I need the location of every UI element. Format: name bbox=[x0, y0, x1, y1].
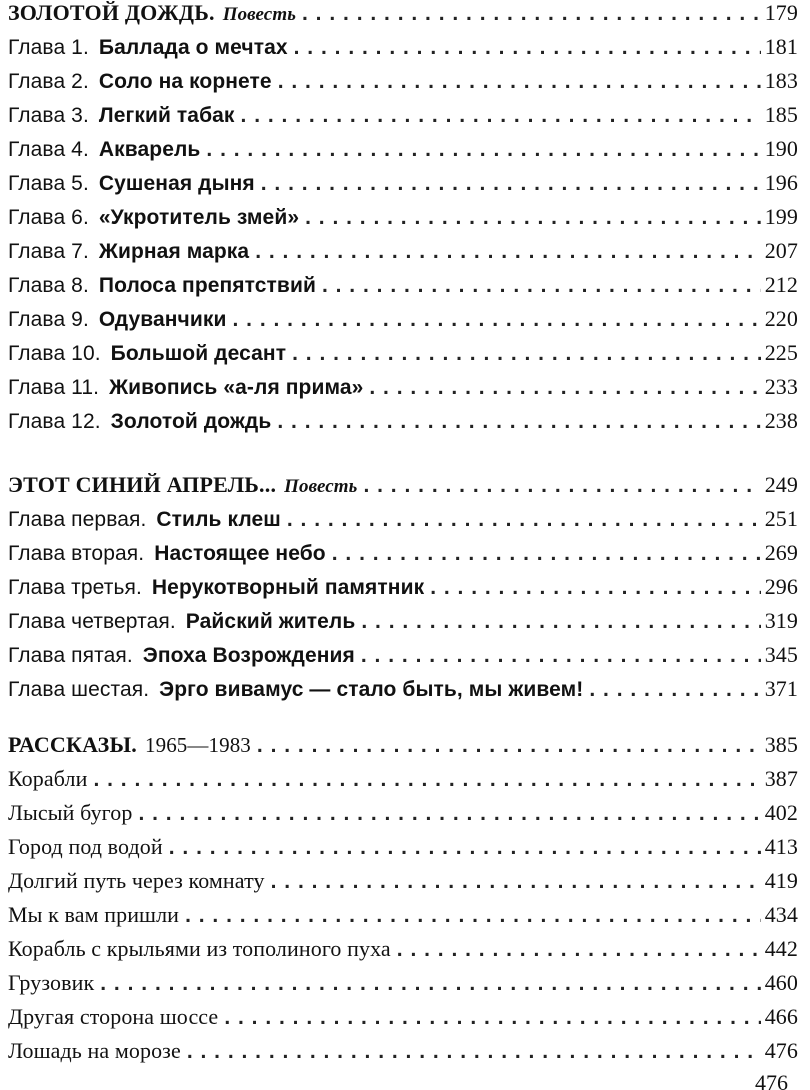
toc-entry[interactable] bbox=[8, 570, 798, 604]
dot-leader bbox=[261, 167, 761, 201]
chapter-number: Глава четвертая. bbox=[8, 610, 176, 633]
page-number: 413 bbox=[764, 834, 798, 859]
page-number: 183 bbox=[764, 68, 798, 93]
section-title: ЗОЛОТОЙ ДОЖДЬ. bbox=[8, 0, 215, 25]
toc-entry[interactable] bbox=[8, 98, 798, 132]
dot-leader bbox=[277, 405, 760, 439]
dot-leader bbox=[322, 269, 761, 303]
toc-entry[interactable] bbox=[8, 672, 798, 706]
toc-entry[interactable] bbox=[8, 830, 798, 864]
chapter-number: Глава 4. bbox=[8, 138, 89, 161]
toc-entry[interactable] bbox=[8, 132, 798, 166]
page-number: 185 bbox=[764, 102, 798, 127]
chapter-title: Эрго вивамус — стало быть, мы живем! bbox=[159, 678, 584, 701]
section-header-rasskazy[interactable] bbox=[8, 728, 798, 762]
toc-entry[interactable] bbox=[8, 404, 798, 438]
story-title: Лысый бугор bbox=[8, 800, 133, 825]
toc-entry[interactable] bbox=[8, 370, 798, 404]
page-number: 371 bbox=[764, 676, 798, 701]
chapter-number: Глава 3. bbox=[8, 104, 89, 127]
dot-leader bbox=[185, 899, 761, 933]
chapter-title: Эпоха Возрождения bbox=[142, 644, 355, 667]
toc-entry[interactable] bbox=[8, 762, 798, 796]
dot-leader bbox=[292, 337, 761, 371]
page-number: 212 bbox=[764, 272, 798, 297]
page-number: 402 bbox=[764, 800, 798, 825]
page-number: 181 bbox=[764, 34, 798, 59]
chapter-title: Одуванчики bbox=[98, 308, 227, 331]
toc-entry[interactable] bbox=[8, 234, 798, 268]
toc-entry[interactable] bbox=[8, 966, 798, 1000]
story-title: Долгий путь через комнату bbox=[8, 868, 265, 893]
dot-leader bbox=[271, 865, 761, 899]
chapter-title: «Укротитель змей» bbox=[98, 206, 300, 229]
page-number: 196 bbox=[764, 170, 798, 195]
chapter-title: Райский житель bbox=[185, 610, 356, 633]
toc-entry[interactable] bbox=[8, 898, 798, 932]
chapter-number: Глава 2. bbox=[8, 70, 89, 93]
story-title: Город под водой bbox=[8, 834, 163, 859]
section-title: ЭТОТ СИНИЙ АПРЕЛЬ... bbox=[8, 472, 277, 497]
page-number: 225 bbox=[764, 340, 798, 365]
dot-leader bbox=[332, 537, 761, 571]
chapter-title: Акварель bbox=[98, 138, 201, 161]
page-number: 442 bbox=[764, 936, 798, 961]
toc-entry[interactable] bbox=[8, 64, 798, 98]
dot-leader bbox=[397, 933, 761, 967]
chapter-number: Глава 9. bbox=[8, 308, 89, 331]
chapter-title: Жирная марка bbox=[98, 240, 250, 263]
chapter-title: Живопись «а-ля прима» bbox=[109, 376, 364, 399]
section-genre: Повесть bbox=[222, 4, 297, 25]
dot-leader bbox=[255, 235, 760, 269]
toc-entry[interactable] bbox=[8, 536, 798, 570]
page-number: 199 bbox=[764, 204, 798, 229]
page-number: 476 bbox=[755, 1070, 788, 1090]
dot-leader bbox=[93, 763, 760, 797]
page-number: 466 bbox=[764, 1004, 798, 1029]
page-number: 419 bbox=[764, 868, 798, 893]
toc-entry[interactable] bbox=[8, 302, 798, 336]
dot-leader bbox=[363, 469, 760, 503]
page-number: 345 bbox=[764, 642, 798, 667]
toc-entry[interactable] bbox=[8, 166, 798, 200]
chapter-title: Большой десант bbox=[110, 342, 287, 365]
story-title: Грузовик bbox=[8, 970, 95, 995]
page-number: 251 bbox=[764, 506, 798, 531]
dot-leader bbox=[430, 571, 760, 605]
section-header-zolotoy-dozhd[interactable] bbox=[8, 0, 798, 30]
page-number: 238 bbox=[764, 408, 798, 433]
chapter-number: Глава 6. bbox=[8, 206, 89, 229]
dot-leader bbox=[287, 503, 761, 537]
page-number: 207 bbox=[764, 238, 798, 263]
chapter-number: Глава 8. bbox=[8, 274, 89, 297]
story-title: Лошадь на морозе bbox=[8, 1038, 181, 1063]
toc-entry-cut-off bbox=[8, 1070, 798, 1090]
dot-leader bbox=[169, 831, 761, 865]
chapter-title: Нерукотворный памятник bbox=[151, 576, 425, 599]
toc-entry[interactable] bbox=[8, 604, 798, 638]
dot-leader bbox=[138, 797, 760, 831]
dot-leader bbox=[294, 31, 761, 65]
toc-entry[interactable] bbox=[8, 200, 798, 234]
dot-leader bbox=[361, 639, 761, 673]
toc-entry[interactable] bbox=[8, 502, 798, 536]
page-number: 269 bbox=[764, 540, 798, 565]
page-number: 190 bbox=[764, 136, 798, 161]
dot-leader bbox=[305, 201, 761, 235]
dot-leader bbox=[589, 673, 760, 707]
dot-leader bbox=[241, 99, 761, 133]
chapter-number: Глава 11. bbox=[8, 376, 100, 399]
chapter-title: Соло на корнете bbox=[98, 70, 272, 93]
chapter-number: Глава вторая. bbox=[8, 542, 145, 565]
toc-entry[interactable] bbox=[8, 932, 798, 966]
page-number: 179 bbox=[764, 0, 798, 25]
toc-entry[interactable] bbox=[8, 864, 798, 898]
page-number: 434 bbox=[764, 902, 798, 927]
story-title: Другая сторона шоссе bbox=[8, 1004, 219, 1029]
page-number: 385 bbox=[764, 732, 798, 757]
dot-leader bbox=[206, 133, 760, 167]
dot-leader bbox=[257, 729, 761, 763]
toc-entry[interactable] bbox=[8, 1034, 798, 1068]
page-number: 476 bbox=[764, 1038, 798, 1063]
chapter-number: Глава 7. bbox=[8, 240, 89, 263]
page-number: 220 bbox=[764, 306, 798, 331]
dot-leader bbox=[187, 1035, 761, 1069]
dot-leader bbox=[369, 371, 760, 405]
page-number: 233 bbox=[764, 374, 798, 399]
toc-entry[interactable] bbox=[8, 336, 798, 370]
chapter-number: Глава 5. bbox=[8, 172, 89, 195]
section-header-etot-siniy-aprel[interactable] bbox=[8, 468, 798, 502]
page-number: 319 bbox=[764, 608, 798, 633]
chapter-number: Глава 12. bbox=[8, 410, 101, 433]
dot-leader bbox=[232, 303, 760, 337]
chapter-title: Сушеная дыня bbox=[98, 172, 255, 195]
section-genre: Повесть bbox=[284, 476, 358, 497]
chapter-number: Глава шестая. bbox=[8, 678, 150, 701]
chapter-title: Легкий табак bbox=[98, 104, 235, 127]
page-number: 387 bbox=[764, 766, 798, 791]
dot-leader bbox=[278, 65, 761, 99]
page-number: 460 bbox=[764, 970, 798, 995]
dot-leader bbox=[302, 0, 761, 31]
dot-leader bbox=[224, 1001, 760, 1035]
chapter-title: Стиль клеш bbox=[156, 508, 281, 531]
chapter-title: Золотой дождь bbox=[110, 410, 272, 433]
story-title: Корабли bbox=[8, 766, 88, 791]
section-years: 1965—1983 bbox=[145, 733, 251, 757]
chapter-title: Баллада о мечтах bbox=[98, 36, 288, 59]
chapter-number: Глава первая. bbox=[8, 508, 147, 531]
chapter-number: Глава пятая. bbox=[8, 644, 133, 667]
toc-entry[interactable] bbox=[8, 1000, 798, 1034]
story-title: Корабль с крыльями из тополиного пуха bbox=[8, 936, 391, 961]
chapter-number: Глава 1. bbox=[8, 36, 89, 59]
page-number: 249 bbox=[764, 472, 798, 497]
chapter-number: Глава третья. bbox=[8, 576, 142, 599]
toc-entry[interactable] bbox=[8, 796, 798, 830]
toc-entry[interactable] bbox=[8, 638, 798, 672]
chapter-title: Настоящее небо bbox=[154, 542, 326, 565]
chapter-title: Полоса препятствий bbox=[98, 274, 316, 297]
toc-entry[interactable] bbox=[8, 268, 798, 302]
toc-entry[interactable] bbox=[8, 30, 798, 64]
page-number: 296 bbox=[764, 574, 798, 599]
story-title: Мы к вам пришли bbox=[8, 902, 180, 927]
dot-leader bbox=[100, 967, 760, 1001]
section-title: РАССКАЗЫ. bbox=[8, 732, 137, 757]
chapter-number: Глава 10. bbox=[8, 342, 101, 365]
dot-leader bbox=[361, 605, 760, 639]
